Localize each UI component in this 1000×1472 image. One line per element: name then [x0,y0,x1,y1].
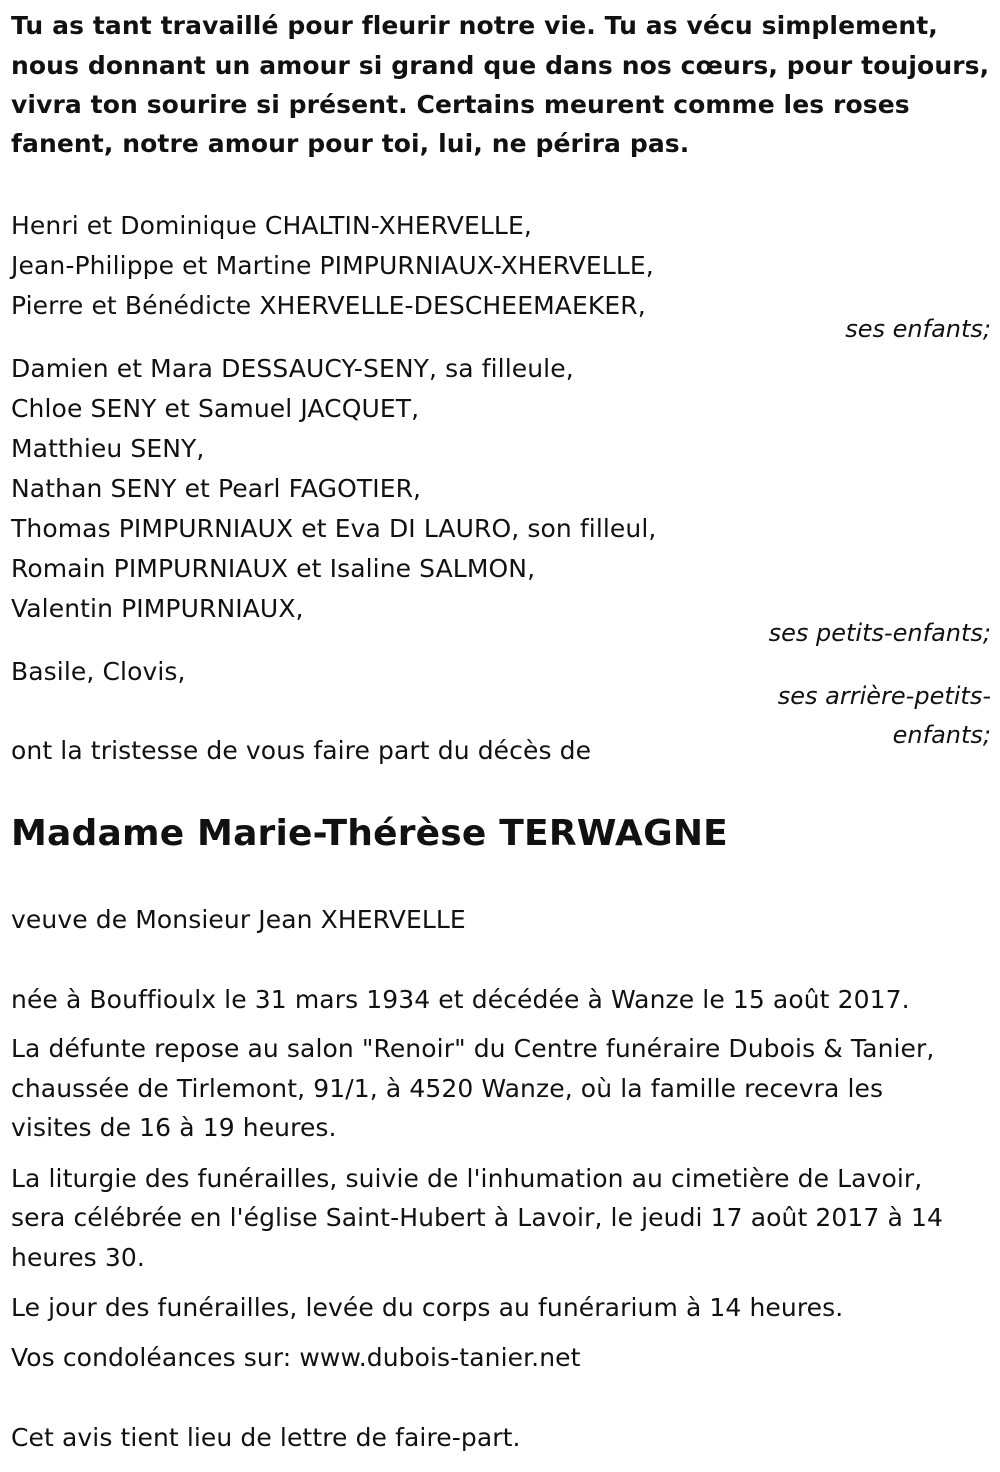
salon-line-1: La défunte repose au salon "Renoir" du Centre funéraire Dubois & Tanier, [11,1034,935,1063]
child-line-3: Pierre et Bénédicte XHERVELLE-DESCHEEMAEKER, [11,291,646,320]
grandchild-line-4: Nathan SENY et Pearl FAGOTIER, [11,474,422,503]
closing-text: Cet avis tient lieu de lettre de faire-part. [11,1423,521,1452]
liturgy-line-2: sera célébrée en l'église Saint-Hubert à Lavoir, le jeudi 17 août 2017 à 14 [11,1203,943,1232]
birth-death-text: née à Bouffioulx le 31 mars 1934 et décédée à Wanze le 15 août 2017. [11,985,910,1014]
child-line-2: Jean-Philippe et Martine PIMPURNIAUX-XHERVELLE, [11,251,654,280]
deceased-name: Madame Marie-Thérèse TERWAGNE [11,813,728,854]
liturgy-line-1: La liturgie des funérailles, suivie de l'inhumation au cimetière de Lavoir, [11,1164,923,1193]
liturgy-line-3: heures 30. [11,1243,145,1272]
grandchild-line-6: Romain PIMPURNIAUX et Isaline SALMON, [11,554,536,583]
levee-text: Le jour des funérailles, levée du corps au funérarium à 14 heures. [11,1293,844,1322]
grandchild-line-2: Chloe SENY et Samuel JACQUET, [11,394,420,423]
intro-line-2: nous donnant un amour si grand que dans nos cœurs, pour toujours, [11,51,990,80]
grandchild-line-3: Matthieu SENY, [11,434,205,463]
great-grandchildren-line: Basile, Clovis, [11,657,186,686]
grandchild-line-5: Thomas PIMPURNIAUX et Eva DI LAURO, son filleul, [11,514,657,543]
great-grandchildren-role-note-line-2: enfants; [892,721,991,749]
grandchild-line-7: Valentin PIMPURNIAUX, [11,594,304,623]
grandchild-line-1: Damien et Mara DESSAUCY-SENY, sa filleule, [11,354,574,383]
widow-of-text: veuve de Monsieur Jean XHERVELLE [11,905,466,934]
grandchildren-role-note: ses petits-enfants; [768,619,991,647]
children-role-note: ses enfants; [845,315,991,343]
intro-line-3: vivra ton sourire si présent. Certains meurent comme les roses [11,90,910,119]
announcement-text: ont la tristesse de vous faire part du décès de [11,736,592,765]
intro-line-1: Tu as tant travaillé pour fleurir notre vie. Tu as vécu simplement, [11,11,938,40]
salon-line-3: visites de 16 à 19 heures. [11,1113,337,1142]
condolences-text: Vos condoléances sur: www.dubois-tanier.net [11,1343,581,1372]
child-line-1: Henri et Dominique CHALTIN-XHERVELLE, [11,211,532,240]
intro-line-4: fanent, notre amour pour toi, lui, ne périra pas. [11,129,690,158]
salon-line-2: chaussée de Tirlemont, 91/1, à 4520 Wanze, où la famille recevra les [11,1074,884,1103]
great-grandchildren-role-note-line-1: ses arrière-petits- [777,682,991,710]
